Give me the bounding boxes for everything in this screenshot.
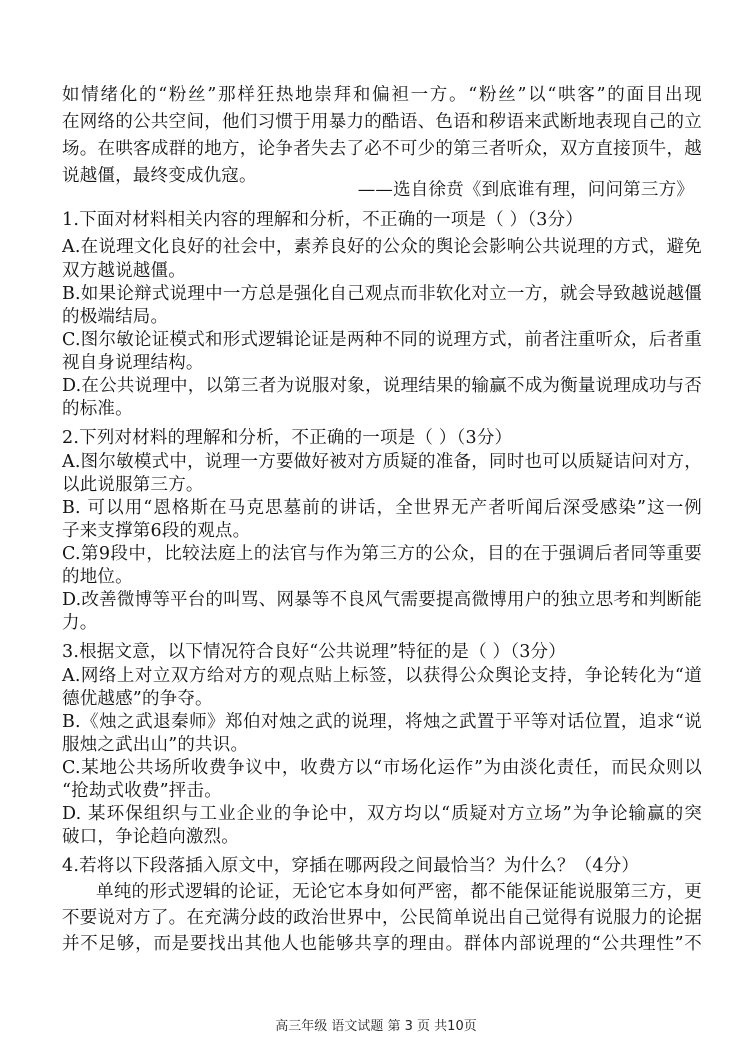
question-3-option-d-cont: 破口，争论趋向激烈。 <box>62 827 239 847</box>
passage-line: 在网络的公共空间，他们习惯于用暴力的酷语、色语和秽语来武断地表现自己的立 <box>62 112 702 132</box>
question-1-option-d: D.在公共说理中，以第三者为说服对象，说理结果的输赢不成为衡量说理成功与否 <box>62 376 702 396</box>
source-citation: ——选自徐贲《到底谁有理，问问第三方》 <box>357 180 694 200</box>
question-2-option-d-cont: 力。 <box>62 613 98 633</box>
question-1-option-a-cont: 双方越说越僵。 <box>62 261 186 281</box>
question-1-option-b: B.如果论辩式说理中一方总是强化自己观点而非软化对立一方，就会导致越说越僵 <box>62 284 702 304</box>
question-4-passage-line: 不要说对方了。在充满分歧的政治世界中，公民简单说出自己觉得有说服力的论据 <box>62 908 702 928</box>
question-2-option-a: A.图尔敏模式中，说理一方要做好被对方质疑的准备，同时也可以质疑诘问对方， <box>62 452 702 472</box>
question-2-option-b-cont: 子来支撑第6段的观点。 <box>62 521 251 541</box>
question-3-option-a-cont: 德优越感”的争夺。 <box>62 689 213 709</box>
page-footer: 高三年级 语文试题 第 3 页 共10页 <box>275 1019 477 1034</box>
passage-line: 说越僵，最终变成仇寇。 <box>62 166 257 186</box>
question-2-option-b: B. 可以用“恩格斯在马克思墓前的讲话，全世界无产者听闻后深受感染”这一例 <box>62 498 702 518</box>
question-3-option-a: A.网络上对立双方给对方的观点贴上标签，以获得公众舆论支持，争论转化为“道 <box>62 666 702 686</box>
question-1-option-a: A.在说理文化良好的社会中，素养良好的公众的舆论会影响公共说理的方式，避免 <box>62 237 702 257</box>
question-4-stem: 4.若将以下段落插入原文中，穿插在哪两段之间最恰当？为什么？（4分） <box>62 856 640 876</box>
question-1-option-c: C.图尔敏论证模式和形式逻辑论证是两种不同的说理方式，前者注重听众，后者重 <box>62 330 702 350</box>
passage-line: 如情绪化的“粉丝”那样狂热地崇拜和偏袒一方。“粉丝”以“哄客”的面目出现 <box>62 85 702 105</box>
question-1-option-b-cont: 的极端结局。 <box>62 307 169 327</box>
question-3-option-b: B.《烛之武退秦师》郑伯对烛之武的说理，将烛之武置于平等对话位置，追求“说 <box>62 712 702 732</box>
question-3-option-b-cont: 服烛之武出山”的共识。 <box>62 735 249 755</box>
question-1-option-d-cont: 的标准。 <box>62 399 133 419</box>
question-3-option-c: C.某地公共场所收费争议中，收费方以“市场化运作”为由淡化责任，而民众则以 <box>62 758 702 778</box>
question-4-passage-line: 单纯的形式逻辑的论证，无论它本身如何严密，都不能保证能说服第三方，更 <box>96 882 702 902</box>
passage-line: 场。在哄客成群的地方，论争者失去了必不可少的第三者听众，双方直接顶牛，越 <box>62 139 702 159</box>
question-2-option-c: C.第9段中，比较法庭上的法官与作为第三方的公众，目的在于强调后者同等重要 <box>62 544 702 564</box>
question-1-stem: 1.下面对材料相关内容的理解和分析，不正确的一项是（ ）（3分） <box>62 210 584 230</box>
question-3-option-c-cont: “抢劫式收费”抨击。 <box>62 781 222 801</box>
question-2-option-a-cont: 以此说服第三方。 <box>62 475 204 495</box>
question-2-option-c-cont: 的地位。 <box>62 567 133 587</box>
question-4-passage-line: 并不足够，而是要找出其他人也能够共享的理由。群体内部说理的“公共理性”不 <box>62 934 702 954</box>
question-2-option-d: D.改善微博等平台的叫骂、网暴等不良风气需要提高微博用户的独立思考和判断能 <box>62 590 702 610</box>
question-1-option-c-cont: 视自身说理结构。 <box>62 353 204 373</box>
question-3-option-d: D. 某环保组织与工业企业的争论中，双方均以“质疑对方立场”为争论输赢的突 <box>62 804 702 824</box>
question-3-stem: 3.根据文意，以下情况符合良好“公共说理”特征的是（ ）（3分） <box>62 642 566 662</box>
question-2-stem: 2.下列对材料的理解和分析，不正确的一项是（ ）（3分） <box>62 428 513 448</box>
